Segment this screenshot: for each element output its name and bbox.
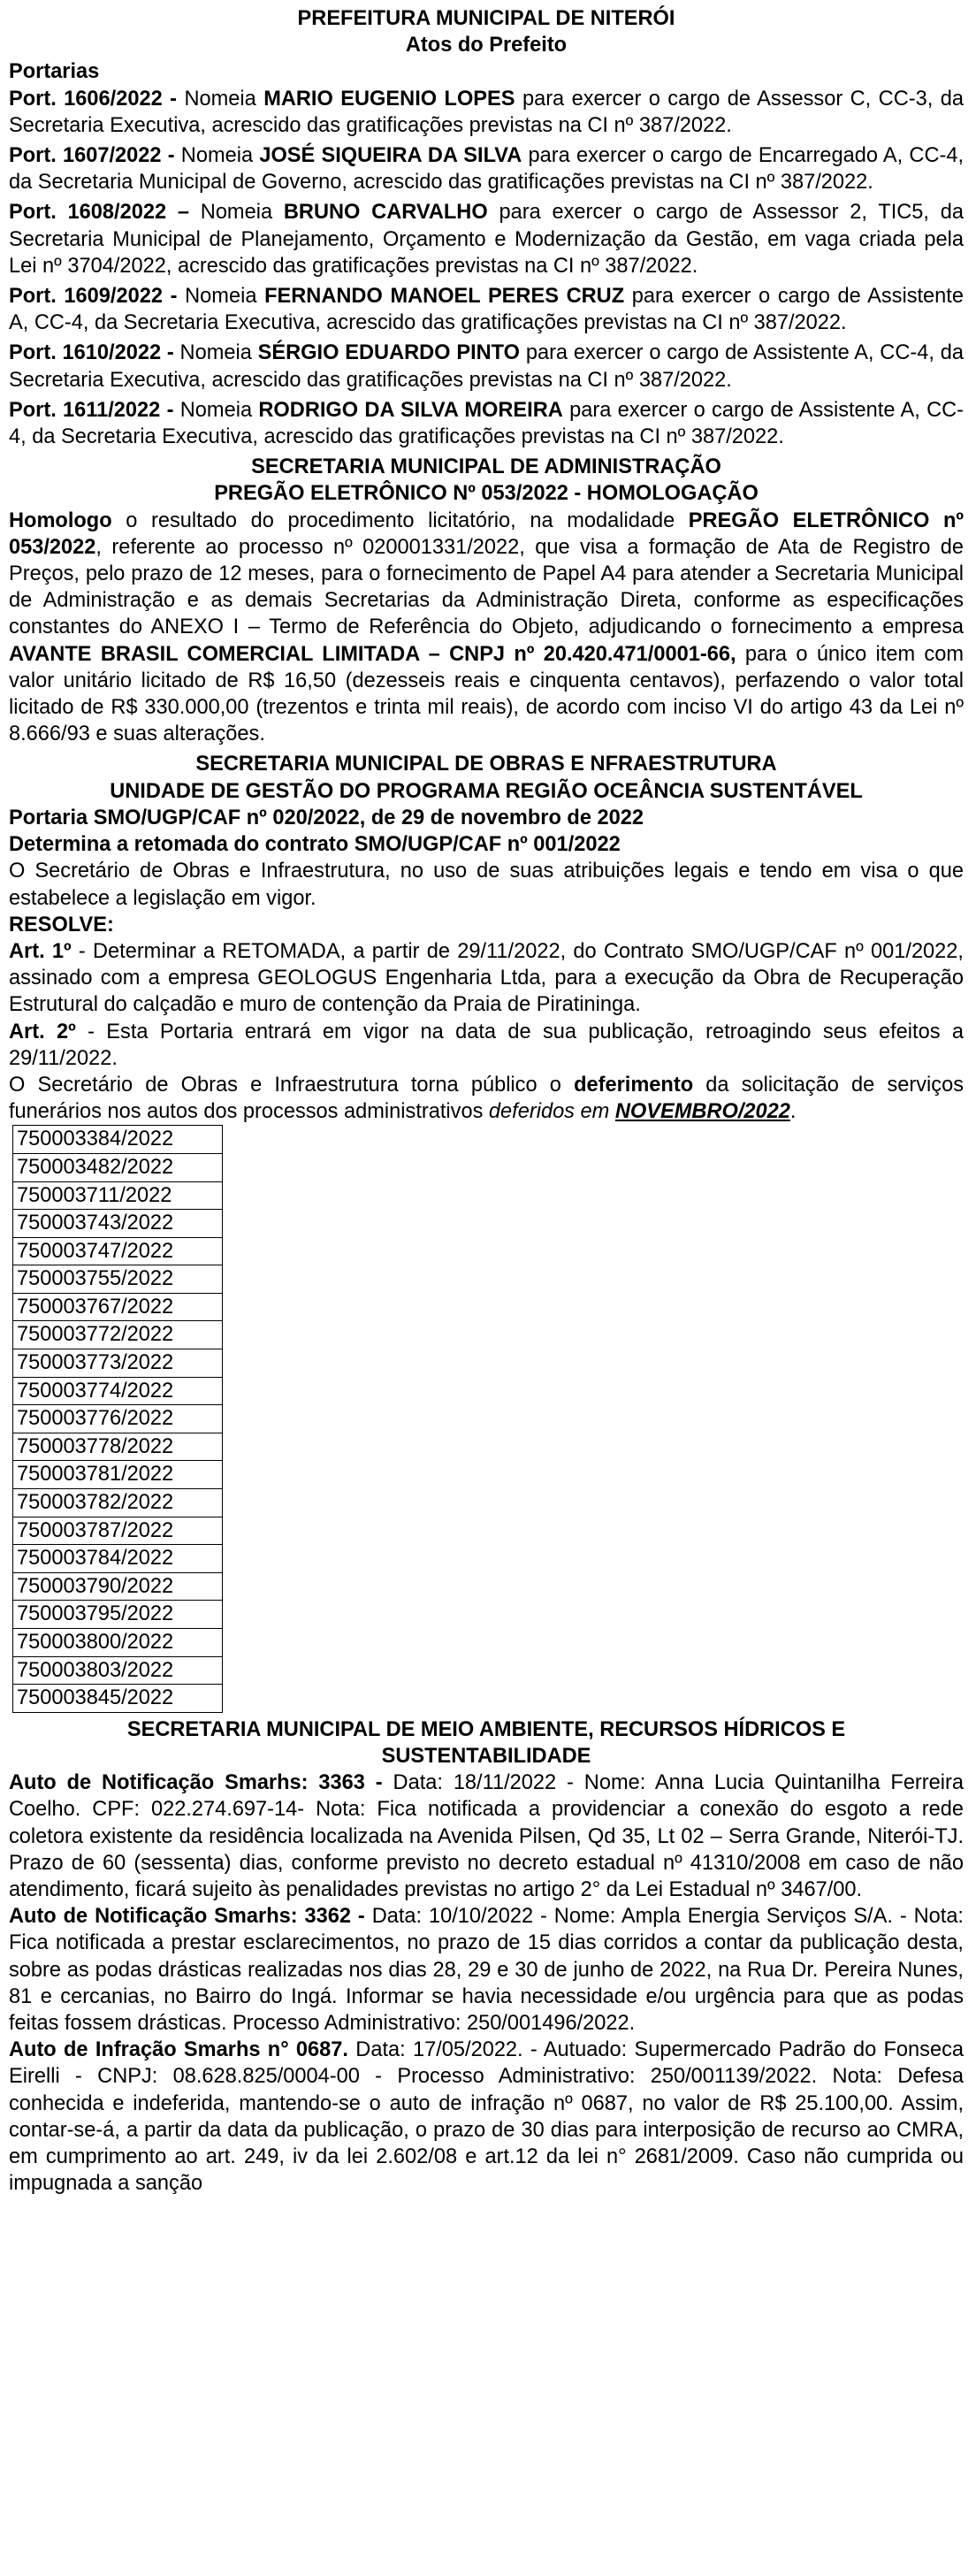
portaria-item [9,340,964,393]
ugp-title: UNIDADE DE GESTÃO DO PROGRAMA REGIÃO OCEÂNCIA SUSTENTÁVEL [110,779,863,803]
processo-cell: 750003482/2022 [13,1153,223,1181]
table-row [13,1572,223,1601]
article-1 [9,938,964,1019]
pregao-ref: PREGÃO ELETRÔNICO nº 053/2022 [9,508,964,559]
homologacao-paragraph [9,508,964,748]
table-row [13,1265,223,1294]
portaria-item [9,142,964,195]
article-label: Art. 2º [9,1020,76,1043]
table-row [13,1461,223,1489]
portaria-text: para exercer o cargo de Assistente A, CC-4, da Secretaria Executiva, acrescido das gratificações previstas na CI nº 387/2022. [9,341,964,392]
table-row [13,1153,223,1181]
portaria-text: Nomeia [188,201,284,225]
table-row [13,1489,223,1517]
obras-intro: O Secretário de Obras e Infraestrutura, no uso de suas atribuições legais e tendo em visa o que estabelece a legislação em vigor. [9,860,964,910]
portaria-text: para exercer o cargo de Assessor C, CC-3, da Secretaria Executiva, acrescido das gratificações previstas na CI nº 387/2022. [9,87,964,137]
deferimento-italic: deferidos em [488,1100,615,1124]
homologo-label: Homologo [9,508,112,532]
processo-cell: 750003800/2022 [13,1629,223,1657]
table-row [13,1210,223,1238]
auto-text: Data: 17/05/2022. - Autuado: Supermercado Padrão do Fonseca Eirelli - CNPJ: 08.628.825/0004-00 - Processo Administrativo: 250/001139/2022. Nota: Defesa conhecida e indeferida, mantendo-se o auto de infração nº 0687, no valor de R$ 25.100,00. Assim, contar-se-á, a partir da data da publicação, o prazo de 30 dias para interposição de recurso ao CMRA, em cumprimento ao art. 249, iv da lei 2.602/08 e art.12 da lei n° 2681/2009. Caso não cumprida ou impugnada a sanção [9,2038,964,2196]
table-row [13,1377,223,1405]
portaria-item [9,199,964,279]
table-row [13,1545,223,1573]
portaria-text: para exercer o cargo de Assessor 2, TIC5, da Secretaria Municipal de Planejamento, Orçamento e Modernização da Gestão, em vaga criada pela Lei nº 3704/2022, acrescido das gratificações previstas na CI nº 387/2022. [9,201,964,278]
processo-cell: 750003778/2022 [13,1433,223,1461]
processo-cell: 750003803/2022 [13,1656,223,1685]
processo-cell: 750003845/2022 [13,1685,223,1713]
portaria-person: SÉRGIO EDUARDO PINTO [257,341,521,365]
deferimento-text: da solicitação de serviços funerários nos autos dos processos administrativos [9,1073,964,1124]
resolve-label: RESOLVE: [9,913,114,936]
portaria-number: Port. 1609/2022 - [9,285,178,309]
auto-item [9,1903,964,2037]
auto-label: Auto de Notificação Smarhs: 3362 - [9,1905,365,1929]
homologacao-text: , referente ao processo nº 020001331/2022, que visa a formação de Ata de Registro de Preços, pelo prazo de 12 meses, para o fornecimento de Papel A4 para atender a Secretaria Municipal de Administração e as demais Secretarias da Administração Direta, conforme as especificações constantes do ANEXO I – Termo de Referência do Objeto, adjudicando o fornecimento a empresa [9,535,964,639]
portaria-person: MARIO EUGENIO LOPES [263,87,515,111]
processo-cell: 750003787/2022 [13,1517,223,1545]
determina-title: Determina a retomada do contrato SMO/UGP/CAF nº 001/2022 [9,833,621,857]
processos-table [12,1125,223,1712]
processo-cell: 750003781/2022 [13,1461,223,1489]
empresa-name: AVANTE BRASIL COMERCIAL LIMITADA – CNPJ nº 20.420.471/0001-66, [9,642,736,666]
meio-ambiente-title: SECRETARIA MUNICIPAL DE MEIO AMBIENTE, RECURSOS HÍDRICOS E [126,1717,846,1741]
org-title: PREFEITURA MUNICIPAL DE NITERÓI [297,7,675,30]
portaria-item [9,283,964,336]
processo-cell: 750003776/2022 [13,1405,223,1433]
processo-cell: 750003782/2022 [13,1489,223,1517]
table-row [13,1517,223,1545]
table-row [13,1656,223,1685]
processo-cell: 750003743/2022 [13,1210,223,1238]
deferimento-month: NOVEMBRO/2022 [614,1100,790,1124]
table-row [13,1433,223,1461]
portarias-list [9,86,964,451]
portaria-number: Port. 1608/2022 – [9,201,189,225]
portaria-person: RODRIGO DA SILVA MOREIRA [258,398,563,422]
auto-item [9,1770,964,1903]
article-2 [9,1019,964,1072]
processo-cell: 750003790/2022 [13,1572,223,1601]
processo-cell: 750003774/2022 [13,1377,223,1405]
deferimento-bold: deferimento [574,1073,694,1097]
table-row [13,1293,223,1321]
processo-cell: 750003795/2022 [13,1601,223,1629]
portaria-number: Port. 1610/2022 - [9,341,174,365]
processo-cell: 750003711/2022 [13,1181,223,1210]
table-row [13,1181,223,1210]
portaria-text: para exercer o cargo de Assistente A, CC-4, da Secretaria Executiva, acrescido das gratificações previstas na CI nº 387/2022. [9,398,965,449]
homologacao-text: para o único item com valor unitário licitado de R$ 16,50 (dezesseis reais e cinquenta centavos), perfazendo o valor total licitado de R$ 330.000,00 (trezentos e trinta mil reais), de acordo com inciso VI do artigo 43 da Lei nº 8.666/93 e suas alterações. [9,642,964,746]
table-row [13,1321,223,1349]
article-text: - Determinar a RETOMADA, a partir de 29/11/2022, do Contrato SMO/UGP/CAF nº 001/2022, assinado com a empresa GEOLOGUS Engenharia Ltda, para a execução da Obra de Recuperação Estrutural do calçadão e muro de contenção da Praia de Piratininga. [9,939,964,1017]
deferimento-text: . [789,1100,797,1124]
portaria-smo-title: Portaria SMO/UGP/CAF nº 020/2022, de 29 de novembro de 2022 [9,806,644,829]
portaria-text: Nomeia [177,285,265,309]
portaria-number: Port. 1607/2022 - [9,144,175,168]
portaria-text: para exercer o cargo de Encarregado A, CC-4, da Secretaria Municipal de Governo, acrescido das gratificações previstas na CI nº 387/2022. [9,144,965,195]
portaria-number: Port. 1611/2022 - [9,398,174,422]
deferimento-paragraph [9,1072,964,1125]
portaria-text: Nomeia [173,341,258,365]
table-row [13,1349,223,1378]
table-row [13,1685,223,1713]
administracao-title: SECRETARIA MUNICIPAL DE ADMINISTRAÇÃO [251,455,721,479]
portaria-item [9,397,964,450]
processo-cell: 750003784/2022 [13,1545,223,1573]
auto-item [9,2037,964,2197]
portaria-text: Nomeia [174,144,260,168]
processo-cell: 750003384/2022 [13,1126,223,1154]
portaria-item [9,86,964,139]
processo-cell: 750003767/2022 [13,1293,223,1321]
portaria-text: Nomeia [177,87,264,111]
table-row [13,1629,223,1657]
portaria-number: Port. 1606/2022 - [9,87,178,111]
section-title: Atos do Prefeito [405,34,568,57]
pregao-title: PREGÃO ELETRÔNICO Nº 053/2022 - HOMOLOGAÇÃO [214,482,759,506]
processo-cell: 750003772/2022 [13,1321,223,1349]
deferimento-text: O Secretário de Obras e Infraestrutura torna público o [9,1073,575,1097]
auto-label: Auto de Notificação Smarhs: 3363 - [9,1771,383,1795]
portaria-person: FERNANDO MANOEL PERES CRUZ [264,285,625,309]
table-row [13,1601,223,1629]
processo-cell: 750003773/2022 [13,1349,223,1378]
sustentabilidade-title: SUSTENTABILIDADE [381,1745,591,1768]
table-row [13,1126,223,1154]
auto-label: Auto de Infração Smarhs n° 0687. [9,2038,348,2062]
portarias-heading: Portarias [9,60,100,84]
portaria-person: JOSÉ SIQUEIRA DA SILVA [259,144,522,168]
portaria-text: para exercer o cargo de Assistente A, CC-4, da Secretaria Executiva, acrescido das gratificações previstas na CI nº 387/2022. [9,285,964,335]
portaria-person: BRUNO CARVALHO [283,201,488,225]
table-row [13,1405,223,1433]
processo-cell: 750003755/2022 [13,1265,223,1294]
table-row [13,1237,223,1265]
auto-text: Data: 18/11/2022 - Nome: Anna Lucia Quintanilha Ferreira Coelho. CPF: 022.274.697-14- Nota: Fica notificada a providenciar a conexão do esgoto a rede coletora existente da residência localizada na Avenida Pilsen, Qd 35, Lt 02 – Serra Grande, Niterói-TJ. Prazo de 60 (sessenta) dias, conforme previsto no decreto estadual nº 41310/2008 em caso de não atendimento, ficará sujeito às penalidades previstas no artigo 2° da Lei Estadual nº 3467/00. [9,1771,964,1902]
article-text: - Esta Portaria entrará em vigor na data de sua publicação, retroagindo seus efeitos a 29/11/2022. [9,1020,964,1070]
processo-cell: 750003747/2022 [13,1237,223,1265]
article-label: Art. 1º [9,939,72,963]
auto-text: Data: 10/10/2022 - Nome: Ampla Energia Serviços S/A. - Nota: Fica notificada a prestar esclarecimentos, no prazo de 15 dias corridos a contar da publicação desta, sobre as podas drásticas realizadas nos dias 28, 29 e 30 de junho de 2022, na Rua Dr. Pereira Nunes, 81 e cercanias, no Bairro do Ingá. Informar se havia necessidade e/ou urgência para que as podas feitas fossem drásticas. Processo Administrativo: 250/001496/2022. [9,1905,964,2036]
homologacao-text: o resultado do procedimento licitatório, na modalidade [111,508,689,532]
portaria-text: Nomeia [173,398,259,422]
obras-title: SECRETARIA MUNICIPAL DE OBRAS E NFRAESTRUTURA [195,753,777,776]
